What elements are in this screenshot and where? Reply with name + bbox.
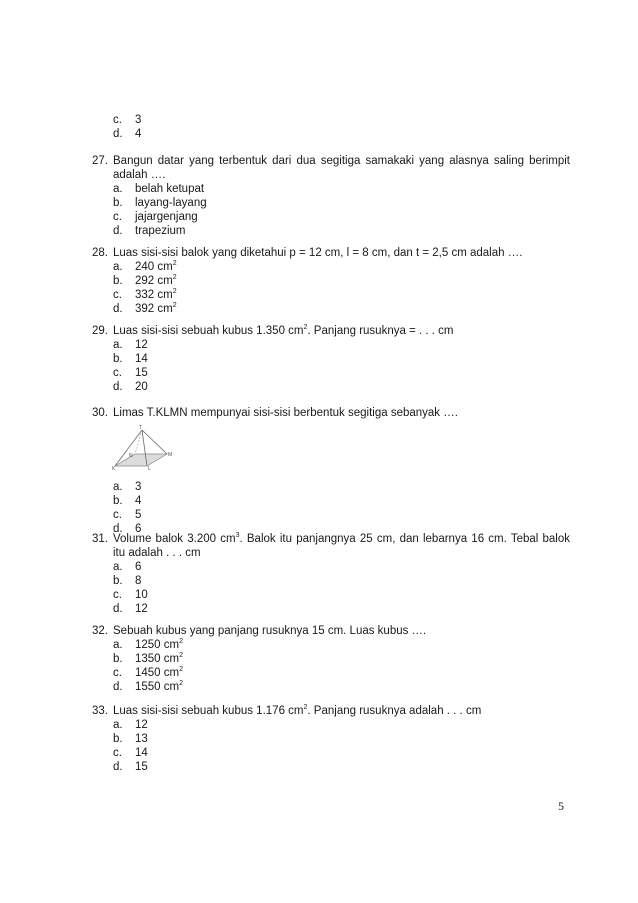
question-text: Luas sisi-sisi sebuah kubus 1.176 $cm^2$. Panjang rusuknya adalah . . . cm bbox=[113, 704, 482, 717]
option-a: a. 1250 $cm^2$ bbox=[113, 638, 184, 651]
question-31 bbox=[92, 532, 570, 616]
option-d: d. 1550 $cm^2$ bbox=[113, 680, 184, 693]
option-a: a. belah ketupat bbox=[113, 183, 205, 195]
question-33 bbox=[92, 704, 570, 774]
options-list bbox=[113, 182, 570, 238]
option-d: d. 15 bbox=[113, 761, 148, 773]
question-32 bbox=[92, 624, 570, 694]
option-b: b. 13 bbox=[113, 733, 148, 745]
options-list bbox=[113, 480, 570, 536]
option-b: b. 8 bbox=[113, 575, 142, 587]
option-d: d. 12 bbox=[113, 603, 148, 615]
lead-options bbox=[113, 113, 141, 141]
question-number: 32. bbox=[92, 625, 108, 637]
option: d. 4 bbox=[113, 128, 142, 140]
option-c: c. 332 $cm^2$ bbox=[113, 288, 177, 301]
question-27 bbox=[92, 154, 570, 238]
option-a: a. 240 $cm^2$ bbox=[113, 260, 177, 273]
option-a: a. 12 bbox=[113, 339, 148, 351]
option-d: d. 6 bbox=[113, 523, 142, 535]
option-a: a. 6 bbox=[113, 561, 142, 573]
label-t: T bbox=[139, 425, 143, 431]
option: c. 3 bbox=[113, 114, 142, 126]
edge-tm bbox=[142, 430, 167, 454]
options-list bbox=[113, 338, 570, 394]
option-c: c. 15 bbox=[113, 367, 148, 379]
option-c: c. 10 bbox=[113, 589, 148, 601]
question-number: 31. bbox=[92, 533, 108, 545]
option-b: b. 292 $cm^2$ bbox=[113, 274, 177, 287]
question-29 bbox=[92, 324, 570, 394]
option-a: a. 12 bbox=[113, 719, 148, 731]
options-list bbox=[113, 718, 570, 774]
option-b: b. 14 bbox=[113, 353, 148, 365]
option-b: b. 1350 $cm^2$ bbox=[113, 652, 184, 665]
page-number: 5 bbox=[558, 799, 564, 813]
options-list bbox=[113, 638, 570, 694]
question-number: 30. bbox=[92, 407, 108, 419]
question-text: Sebuah kubus yang panjang rusuknya 15 cm. Luas kubus …. bbox=[113, 625, 427, 637]
label-k: K bbox=[112, 466, 116, 472]
label-n: N bbox=[129, 453, 133, 459]
question-30 bbox=[92, 406, 570, 536]
question-28 bbox=[92, 246, 570, 316]
options-list bbox=[113, 560, 570, 616]
option-c: c. 5 bbox=[113, 509, 142, 521]
question-number: 33. bbox=[92, 705, 108, 717]
question-number: 29. bbox=[92, 325, 108, 337]
option-d: d. trapezium bbox=[113, 225, 186, 237]
question-number: 27. bbox=[92, 155, 108, 167]
option-d: d. 392 $cm^2$ bbox=[113, 302, 177, 315]
option-b: b. layang-layang bbox=[113, 197, 207, 209]
option-a: a. 3 bbox=[113, 481, 142, 493]
label-m: M bbox=[168, 452, 173, 458]
option-c: c. 1450 $cm^2$ bbox=[113, 666, 184, 679]
options-list bbox=[113, 260, 570, 316]
edge-tn bbox=[135, 430, 142, 454]
pyramid-figure bbox=[113, 424, 183, 470]
question-text: Luas sisi-sisi balok yang diketahui p = 12 cm, l = 8 cm, dan t = 2,5 cm adalah …. bbox=[113, 247, 523, 259]
option-c: c. jajargenjang bbox=[113, 211, 198, 223]
option-c: c. 14 bbox=[113, 747, 148, 759]
question-text: Volume balok 3.200 $cm^3$. Balok itu panjangnya 25 cm, dan lebarnya 16 cm. Tebal balok itu adalah . . . cm bbox=[113, 532, 571, 559]
question-number: 28. bbox=[92, 247, 108, 259]
option-d: d. 20 bbox=[113, 381, 148, 393]
option-b: b. 4 bbox=[113, 495, 142, 507]
question-text: Luas sisi-sisi sebuah kubus 1.350 $cm^2$. Panjang rusuknya = . . . cm bbox=[113, 324, 454, 337]
question-text: Limas T.KLMN mempunyai sisi-sisi berbentuk segitiga sebanyak …. bbox=[113, 407, 458, 419]
question-text: Bangun datar yang terbentuk dari dua segitiga samakaki yang alasnya saling berimpit adalah …. bbox=[113, 155, 570, 181]
label-l: L bbox=[148, 466, 151, 472]
